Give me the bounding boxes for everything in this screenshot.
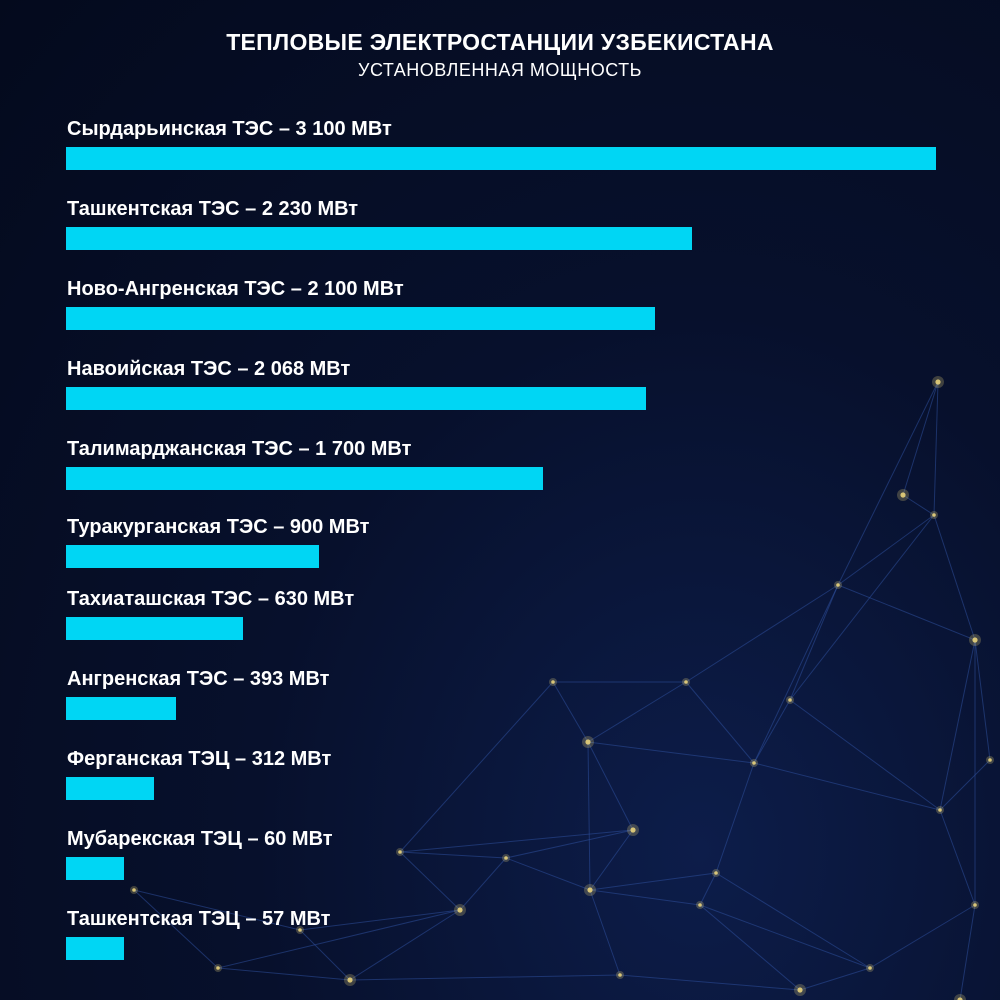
bar-label: Талимарджанская ТЭС – 1 700 МВт (67, 438, 412, 460)
chart-subtitle: УСТАНОВЛЕННАЯ МОЩНОСТЬ (358, 60, 642, 80)
bar-label: Ферганская ТЭЦ – 312 МВт (67, 748, 332, 770)
bar (66, 387, 646, 410)
bar (66, 467, 543, 490)
bar (66, 697, 176, 720)
bar-label: Тахиаташская ТЭС – 630 МВт (67, 588, 355, 610)
bar-label: Ангренская ТЭС – 393 МВт (67, 668, 330, 690)
bar-label: Навоийская ТЭС – 2 068 МВт (67, 358, 351, 380)
bar-label: Мубарекская ТЭЦ – 60 МВт (67, 828, 333, 850)
bar (66, 307, 655, 330)
bar-label: Сырдарьинская ТЭС – 3 100 МВт (67, 118, 392, 140)
bar (66, 937, 124, 960)
bar-label: Туракурганская ТЭС – 900 МВт (67, 516, 370, 538)
bar (66, 147, 936, 170)
bar (66, 545, 319, 568)
bar (66, 227, 692, 250)
bar-label: Ташкентская ТЭС – 2 230 МВт (67, 198, 359, 220)
bar (66, 617, 243, 640)
bar-label: Ново-Ангренская ТЭС – 2 100 МВт (67, 278, 404, 300)
bar (66, 777, 154, 800)
chart-title: ТЕПЛОВЫЕ ЭЛЕКТРОСТАНЦИИ УЗБЕКИСТАНА (226, 29, 774, 55)
bar-label: Ташкентская ТЭЦ – 57 МВт (67, 908, 331, 930)
bar (66, 857, 124, 880)
